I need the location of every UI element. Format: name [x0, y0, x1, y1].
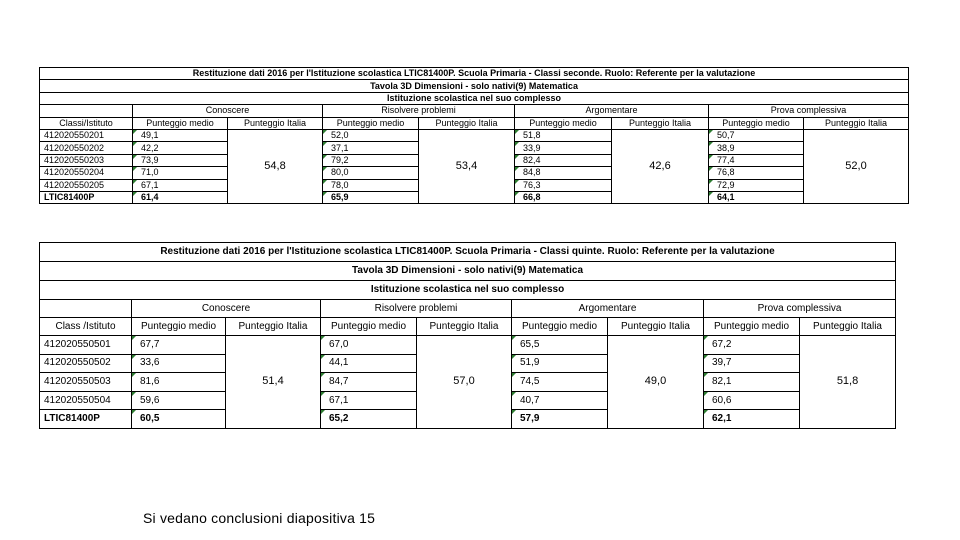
col-header-punteggio-italia: Punteggio Italia: [608, 318, 704, 336]
punteggio-italia-cell: 51,8: [800, 336, 896, 429]
punteggio-medio-cell: 60,5: [132, 410, 226, 429]
row-classe: 412020550205: [40, 179, 133, 191]
punteggio-medio-cell: 77,4: [709, 154, 804, 166]
punteggio-medio-cell: 74,5: [512, 373, 608, 392]
punteggio-medio-cell: 67,1: [321, 391, 417, 410]
col-header-punteggio-italia: Punteggio Italia: [417, 318, 512, 336]
punteggio-medio-cell: 67,7: [132, 336, 226, 355]
punteggio-medio-cell: 40,7: [512, 391, 608, 410]
col-header-punteggio-medio: Punteggio medio: [704, 318, 800, 336]
punteggio-medio-cell: 78,0: [323, 179, 419, 191]
section-header: Argomentare: [512, 300, 704, 318]
row-classe: LTIC81400P: [40, 191, 133, 203]
punteggio-medio-cell: 51,8: [515, 129, 612, 141]
punteggio-medio-cell: 42,2: [133, 142, 228, 154]
punteggio-medio-cell: 51,9: [512, 354, 608, 373]
punteggio-medio-cell: 62,1: [704, 410, 800, 429]
section-header: Argomentare: [515, 105, 709, 117]
punteggio-medio-cell: 67,0: [321, 336, 417, 355]
punteggio-medio-cell: 33,9: [515, 142, 612, 154]
section-header: Risolvere problemi: [321, 300, 512, 318]
col-header-classi: Class /Istituto: [40, 318, 132, 336]
col-header-classi: Classi/Istituto: [40, 117, 133, 129]
punteggio-italia-cell: 53,4: [419, 129, 515, 203]
punteggio-medio-cell: 76,8: [709, 167, 804, 179]
table-title: Restituzione dati 2016 per l'Istituzione scolastica LTIC81400P. Scuola Primaria - Classi seconde. Ruolo: Referente per la valutazione: [40, 68, 909, 80]
punteggio-italia-cell: 52,0: [804, 129, 909, 203]
punteggio-medio-cell: 84,7: [321, 373, 417, 392]
col-header-punteggio-medio: Punteggio medio: [321, 318, 417, 336]
footer-note: Si vedano conclusioni diapositiva 15: [143, 510, 376, 526]
punteggio-medio-cell: 44,1: [321, 354, 417, 373]
col-header-punteggio-medio: Punteggio medio: [515, 117, 612, 129]
row-classe: 412020550202: [40, 142, 133, 154]
punteggio-medio-cell: 57,9: [512, 410, 608, 429]
row-classe: 412020550502: [40, 354, 132, 373]
col-header-punteggio-italia: Punteggio Italia: [612, 117, 709, 129]
row-classe: 412020550201: [40, 129, 133, 141]
row-classe: 412020550503: [40, 373, 132, 392]
punteggio-italia-cell: 54,8: [228, 129, 323, 203]
table-subtitle: Tavola 3D Dimensioni - solo nativi(9) Matematica: [40, 80, 909, 92]
row-classe: 412020550501: [40, 336, 132, 355]
col-header-punteggio-medio: Punteggio medio: [323, 117, 419, 129]
section-header: Conoscere: [133, 105, 323, 117]
punteggio-medio-cell: 61,4: [133, 191, 228, 203]
corner-blank: [40, 105, 133, 117]
col-header-punteggio-medio: Punteggio medio: [512, 318, 608, 336]
col-header-punteggio-medio: Punteggio medio: [709, 117, 804, 129]
punteggio-italia-cell: 51,4: [226, 336, 321, 429]
punteggio-medio-cell: 84,8: [515, 167, 612, 179]
punteggio-medio-cell: 80,0: [323, 167, 419, 179]
punteggio-medio-cell: 82,4: [515, 154, 612, 166]
row-classe: 412020550204: [40, 167, 133, 179]
table-classi-seconde: [39, 67, 909, 204]
corner-blank: [40, 300, 132, 318]
punteggio-italia-cell: 57,0: [417, 336, 512, 429]
table-scope: Istituzione scolastica nel suo complesso: [40, 281, 896, 300]
punteggio-italia-cell: 42,6: [612, 129, 709, 203]
punteggio-medio-cell: 67,1: [133, 179, 228, 191]
punteggio-medio-cell: 76,3: [515, 179, 612, 191]
punteggio-medio-cell: 59,6: [132, 391, 226, 410]
punteggio-medio-cell: 52,0: [323, 129, 419, 141]
punteggio-medio-cell: 33,6: [132, 354, 226, 373]
col-header-punteggio-italia: Punteggio Italia: [804, 117, 909, 129]
row-classe: 412020550504: [40, 391, 132, 410]
punteggio-medio-cell: 79,2: [323, 154, 419, 166]
punteggio-medio-cell: 65,2: [321, 410, 417, 429]
col-header-punteggio-italia: Punteggio Italia: [226, 318, 321, 336]
row-classe: 412020550203: [40, 154, 133, 166]
punteggio-medio-cell: 60,6: [704, 391, 800, 410]
punteggio-medio-cell: 37,1: [323, 142, 419, 154]
punteggio-medio-cell: 81,6: [132, 373, 226, 392]
punteggio-medio-cell: 65,9: [323, 191, 419, 203]
col-header-punteggio-medio: Punteggio medio: [132, 318, 226, 336]
col-header-punteggio-medio: Punteggio medio: [133, 117, 228, 129]
row-classe: LTIC81400P: [40, 410, 132, 429]
punteggio-medio-cell: 67,2: [704, 336, 800, 355]
col-header-punteggio-italia: Punteggio Italia: [228, 117, 323, 129]
col-header-punteggio-italia: Punteggio Italia: [800, 318, 896, 336]
punteggio-medio-cell: 82,1: [704, 373, 800, 392]
col-header-punteggio-italia: Punteggio Italia: [419, 117, 515, 129]
punteggio-medio-cell: 38,9: [709, 142, 804, 154]
table-subtitle: Tavola 3D Dimensioni - solo nativi(9) Matematica: [40, 262, 896, 281]
section-header: Conoscere: [132, 300, 321, 318]
section-header: Risolvere problemi: [323, 105, 515, 117]
section-header: Prova complessiva: [709, 105, 909, 117]
punteggio-medio-cell: 71,0: [133, 167, 228, 179]
punteggio-medio-cell: 65,5: [512, 336, 608, 355]
punteggio-medio-cell: 73,9: [133, 154, 228, 166]
table-scope: Istituzione scolastica nel suo complesso: [40, 92, 909, 104]
punteggio-italia-cell: 49,0: [608, 336, 704, 429]
table-title: Restituzione dati 2016 per l'Istituzione scolastica LTIC81400P. Scuola Primaria - Classi quinte. Ruolo: Referente per la valutazione: [40, 243, 896, 262]
table-classi-quinte: [39, 242, 896, 429]
punteggio-medio-cell: 49,1: [133, 129, 228, 141]
punteggio-medio-cell: 39,7: [704, 354, 800, 373]
punteggio-medio-cell: 50,7: [709, 129, 804, 141]
punteggio-medio-cell: 66,8: [515, 191, 612, 203]
section-header: Prova complessiva: [704, 300, 896, 318]
punteggio-medio-cell: 64,1: [709, 191, 804, 203]
punteggio-medio-cell: 72,9: [709, 179, 804, 191]
